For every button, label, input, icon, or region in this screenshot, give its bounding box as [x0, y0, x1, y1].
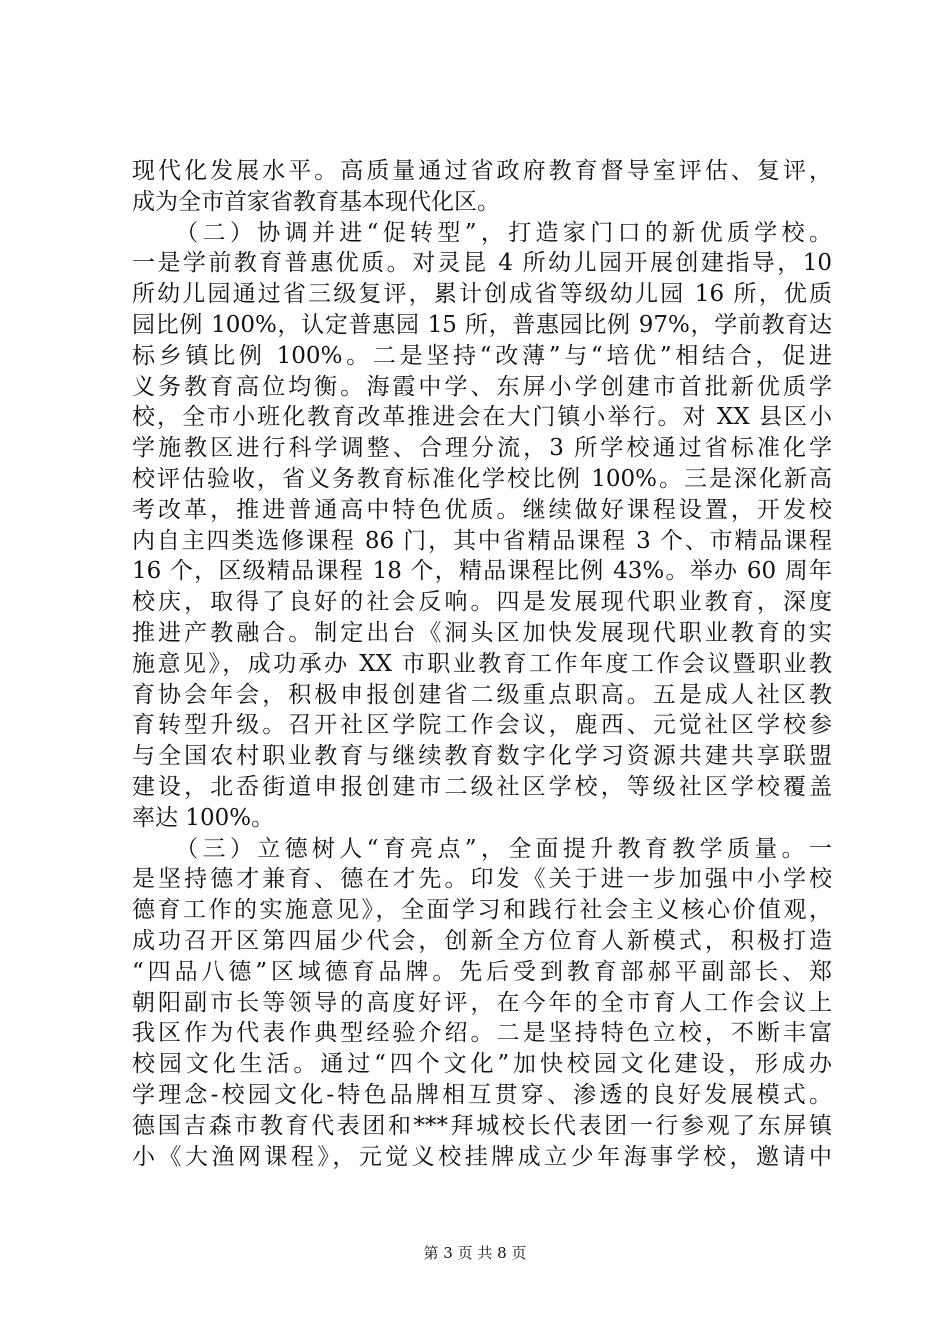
- text-line: 义务教育高位均衡。海霞中学、东屏小学创建市首批新优质学: [132, 373, 832, 400]
- text-line: “四品八德”区域德育品牌。先后受到教育部郝平副部长、郑: [132, 958, 832, 985]
- text-line: 内自主四类选修课程 86 门，其中省精品课程 3 个、市精品课程: [132, 527, 832, 554]
- text-line: 校评估验收，省义务教育标准化学校比例 100%。三是深化新高: [132, 465, 832, 492]
- text-line: 施意见》，成功承办 XX 市职业教育工作年度工作会议暨职业教: [132, 650, 832, 677]
- text-line: 德育工作的实施意见》，全面学习和践行社会主义核心价值观，: [132, 897, 832, 924]
- text-line: 学理念-校园文化-特色品牌相互贯穿、渗透的良好发展模式。: [132, 1081, 832, 1108]
- text-line: 率达 100%。: [132, 804, 275, 831]
- section-heading-line: （三）立德树人“育亮点”，全面提升教育教学质量。一: [132, 835, 832, 862]
- text-line: 16 个，区级精品课程 18 个，精品课程比例 43%。举办 60 周年: [132, 558, 832, 585]
- text-line: 我区作为代表作典型经验介绍。二是坚持特色立校，不断丰富: [132, 1020, 832, 1047]
- text-line: 所幼儿园通过省三级复评，累计创成省等级幼儿园 16 所，优质: [132, 281, 832, 308]
- text-line: 育转型升级。召开社区学院工作会议，鹿西、元觉社区学校参: [132, 712, 832, 739]
- text-line: 成为全市首家省教育基本现代化区。: [132, 188, 500, 215]
- document-body: [132, 156, 832, 1172]
- text-line: 建设，北岙街道申报创建市二级社区学校，等级社区学校覆盖: [132, 773, 832, 800]
- text-line: 德国吉森市教育代表团和***拜城校长代表团一行参观了东屏镇: [132, 1112, 832, 1139]
- text-line: 园比例 100%，认定普惠园 15 所，普惠园比例 97%，学前教育达: [132, 311, 832, 338]
- page-number-label: 第 3 页 共 8 页: [423, 1244, 527, 1262]
- text-line: 是坚持德才兼育、德在才先。印发《关于进一步加强中小学校: [132, 866, 832, 893]
- text-line: 朝阳副市长等领导的高度好评，在今年的全市育人工作会议上: [132, 989, 832, 1016]
- text-line: 考改革，推进普通高中特色优质。继续做好课程设置，开发校: [132, 496, 832, 523]
- section-heading-line: （二）协调并进“促转型”，打造家门口的新优质学校。: [132, 219, 832, 246]
- text-line: 推进产教融合。制定出台《洞头区加快发展现代职业教育的实: [132, 619, 832, 646]
- text-line: 学施教区进行科学调整、合理分流，3 所学校通过省标准化学: [132, 435, 832, 462]
- text-line: 校园文化生活。通过“四个文化”加快校园文化建设，形成办: [132, 1051, 832, 1078]
- text-line: 育协会年会，积极申报创建省二级重点职高。五是成人社区教: [132, 681, 832, 708]
- text-line: 与全国农村职业教育与继续教育数字化学习资源共建共享联盟: [132, 743, 832, 770]
- text-line: 现代化发展水平。高质量通过省政府教育督导室评估、复评，: [132, 158, 832, 184]
- text-line: 标乡镇比例 100%。二是坚持“改薄”与“培优”相结合，促进: [132, 342, 832, 369]
- page-footer: [0, 1243, 950, 1263]
- text-line: 一是学前教育普惠优质。对灵昆 4 所幼儿园开展创建指导，10: [132, 250, 832, 277]
- text-line: 成功召开区第四届少代会，创新全方位育人新模式，积极打造: [132, 927, 832, 954]
- text-line: 校庆，取得了良好的社会反响。四是发展现代职业教育，深度: [132, 589, 832, 616]
- text-line: 小《大渔网课程》，元觉义校挂牌成立少年海事学校，邀请中: [132, 1143, 832, 1170]
- text-line: 校，全市小班化教育改革推进会在大门镇小举行。对 XX 县区小: [132, 404, 832, 431]
